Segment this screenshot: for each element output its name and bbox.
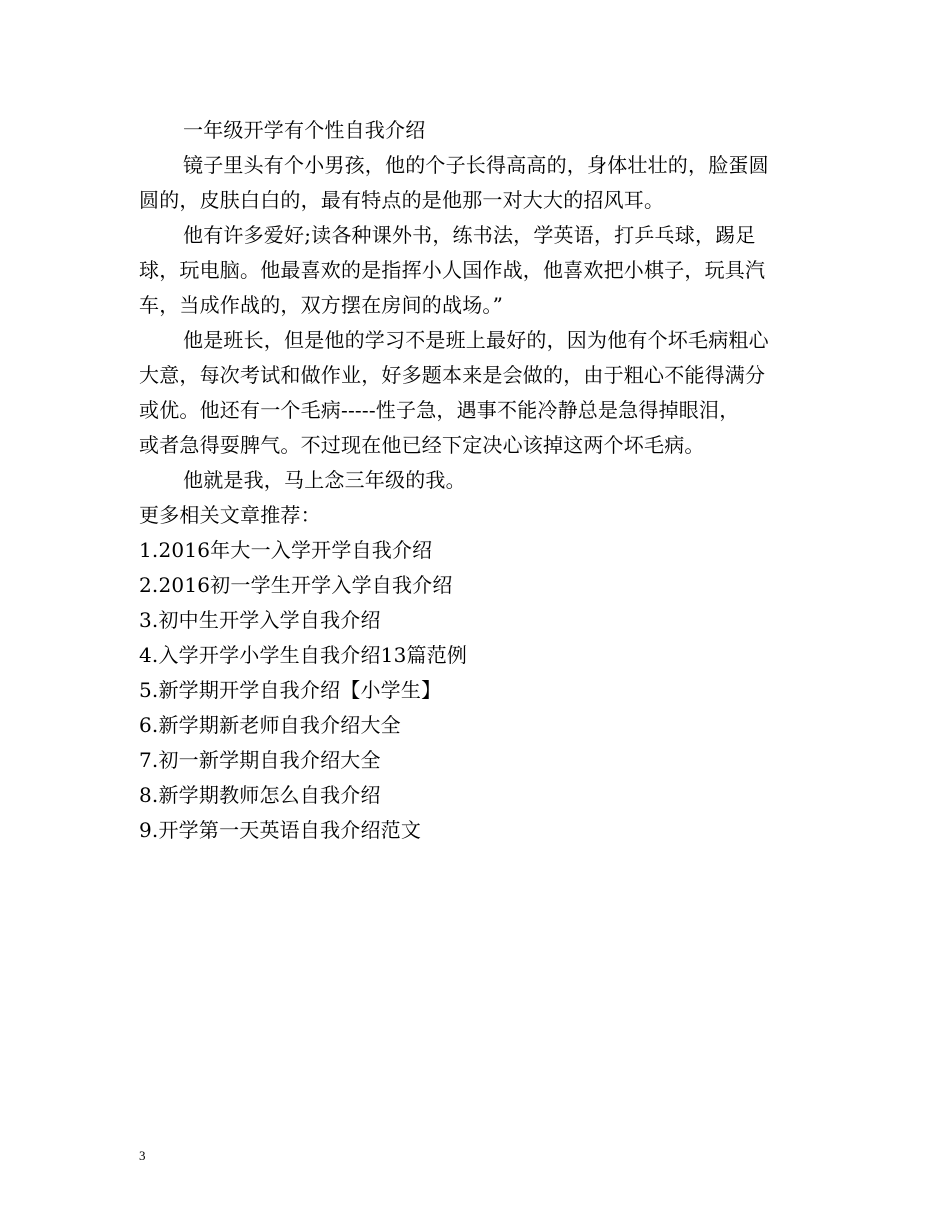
related-article-link[interactable]: 1.2016年大一入学开学自我介绍 (139, 538, 433, 562)
related-article-link[interactable]: 9.开学第一天英语自我介绍范文 (139, 818, 422, 842)
paragraph-hobbies (139, 218, 814, 323)
paragraph-character (139, 323, 814, 463)
related-article-link[interactable]: 5.新学期开学自我介绍【小学生】 (139, 678, 442, 702)
paragraph-line: 球，玩电脑。他最喜欢的是指挥小人国作战，他喜欢把小棋子，玩具汽 (139, 258, 766, 282)
paragraph-conclusion: 他就是我，马上念三年级的我。 (183, 468, 466, 492)
related-article-link[interactable]: 6.新学期新老师自我介绍大全 (139, 713, 401, 737)
paragraph-appearance (139, 148, 814, 218)
related-article-link[interactable]: 4.入学开学小学生自我介绍13篇范例 (139, 643, 468, 667)
paragraph-line: 或者急得耍脾气。不过现在他已经下定决心该掉这两个坏毛病。 (139, 433, 705, 457)
related-articles-list (139, 533, 814, 848)
page-number: 3 (139, 1148, 146, 1163)
paragraph-line: 镜子里头有个小男孩，他的个子长得高高的，身体壮壮的，脸蛋圆 (183, 153, 769, 177)
paragraph-line: 他是班长，但是他的学习不是班上最好的，因为他有个坏毛病粗心 (183, 328, 769, 352)
paragraph-line: 或优。他还有一个毛病-----性子急，遇事不能冷静总是急得掉眼泪， (139, 398, 740, 422)
document-title: 一年级开学有个性自我介绍 (183, 118, 426, 142)
related-article-link[interactable]: 3.初中生开学入学自我介绍 (139, 608, 381, 632)
related-articles-heading: 更多相关文章推荐： (139, 503, 321, 527)
related-article-link[interactable]: 8.新学期教师怎么自我介绍 (139, 783, 381, 807)
paragraph-line: 车，当成作战的，双方摆在房间的战场。” (139, 293, 504, 317)
paragraph-line: 圆的，皮肤白白的，最有特点的是他那一对大大的招风耳。 (139, 188, 665, 212)
paragraph-line: 他有许多爱好;读各种课外书，练书法，学英语，打乒乓球，踢足 (183, 223, 756, 247)
related-article-link[interactable]: 7.初一新学期自我介绍大全 (139, 748, 381, 772)
document-body (139, 113, 814, 848)
related-article-link[interactable]: 2.2016初一学生开学入学自我介绍 (139, 573, 453, 597)
paragraph-line: 大意，每次考试和做作业，好多题本来是会做的，由于粗心不能得满分 (139, 363, 766, 387)
